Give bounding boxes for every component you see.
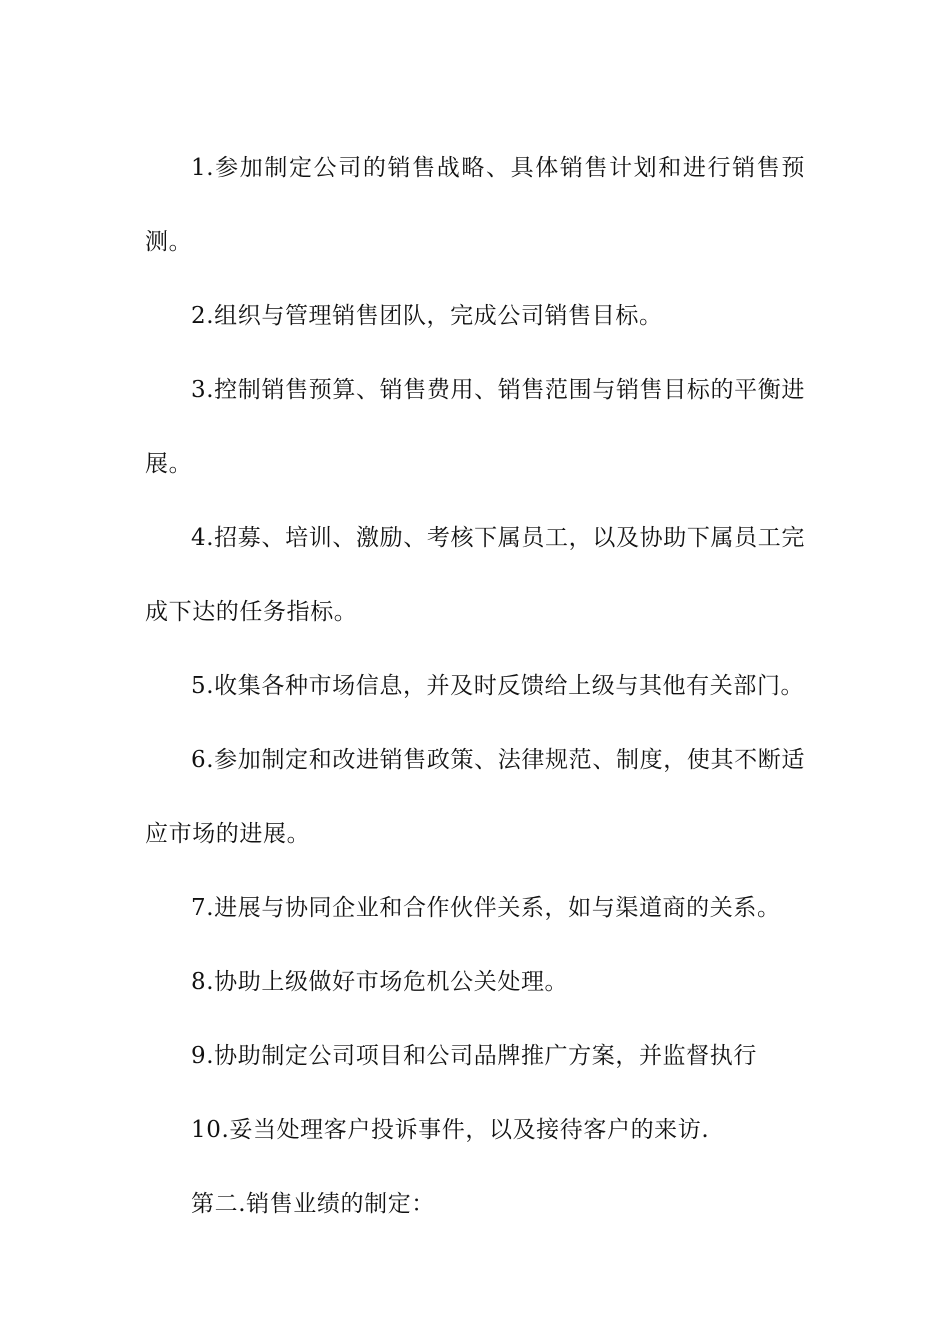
paragraph-3: 3.控制销售预算、销售费用、销售范围与销售目标的平衡进展。 bbox=[145, 377, 805, 477]
paragraph-7: 7.进展与协同企业和合作伙伴关系，如与渠道商的关系。 bbox=[191, 895, 781, 921]
paragraph-2: 2.组织与管理销售团队，完成公司销售目标。 bbox=[191, 303, 663, 329]
paragraph-9: 9.协助制定公司项目和公司品牌推广方案，并监督执行 bbox=[191, 1043, 757, 1069]
document-body bbox=[145, 131, 805, 1241]
paragraph-4: 4.招募、培训、激励、考核下属员工，以及协助下属员工完成下达的任务指标。 bbox=[145, 525, 805, 625]
paragraph-6: 6.参加制定和改进销售政策、法律规范、制度，使其不断适应市场的进展。 bbox=[145, 747, 805, 847]
paragraph-1: 1.参加制定公司的销售战略、具体销售计划和进行销售预测。 bbox=[145, 155, 805, 255]
section-heading: 第二.销售业绩的制定： bbox=[191, 1191, 435, 1217]
paragraph-8: 8.协助上级做好市场危机公关处理。 bbox=[191, 969, 569, 995]
paragraph-5: 5.收集各种市场信息，并及时反馈给上级与其他有关部门。 bbox=[191, 673, 805, 699]
paragraph-10: 10.妥当处理客户投诉事件，以及接待客户的来访. bbox=[191, 1117, 710, 1143]
